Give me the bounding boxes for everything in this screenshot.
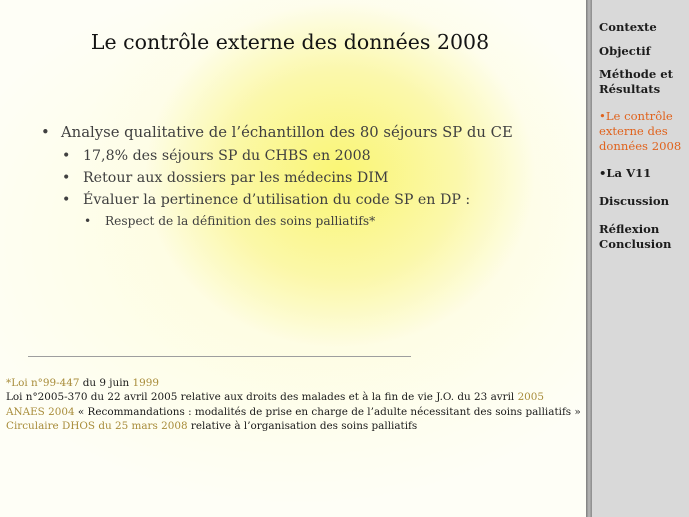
bullet-dot-icon: •	[84, 214, 92, 228]
reference-line: Circulaire DHOS du 25 mars 2008 relative à l’organisation des soins palliatifs	[6, 419, 418, 432]
navigation-menu	[599, 20, 687, 252]
menu-item-objectif[interactable]: Objectif	[599, 44, 651, 58]
bullet-text: Analyse qualitative de l’échantillon des 80 séjours SP du CE	[61, 124, 513, 141]
bullet-list	[40, 124, 580, 228]
bullet-dot-icon: •	[62, 192, 71, 208]
bullet-level2	[40, 170, 580, 186]
menu-item-controle-externe[interactable]: •Le contrôle externe des données 2008	[599, 109, 682, 153]
footnote-references	[6, 376, 584, 433]
bullet-level2	[40, 192, 580, 208]
bullet-text: Évaluer la pertinence d’utilisation du code SP en DP :	[83, 192, 471, 208]
bullet-text: Retour aux dossiers par les médecins DIM	[83, 170, 389, 186]
menu-item-discussion[interactable]: Discussion	[599, 194, 670, 208]
menu-item-reflexion-conclusion[interactable]: Réflexion Conclusion	[599, 222, 672, 251]
bullet-dot-icon: •	[41, 124, 50, 141]
reference-line: Loi n°2005-370 du 22 avril 2005 relative aux droits des malades et à la fin de vie J.O. du 23 avril 2005	[6, 391, 545, 404]
bullet-dot-icon: •	[62, 148, 71, 164]
reference-line: ANAES 2004 « Recommandations : modalités de prise en charge de l’adulte nécessitant des soins palliatifs »	[6, 405, 581, 418]
bullet-text: 17,8% des séjours SP du CHBS en 2008	[83, 148, 371, 164]
menu-item-contexte[interactable]: Contexte	[599, 20, 657, 34]
menu-item-methode-resultats[interactable]: Méthode et Résultats	[599, 67, 673, 96]
bullet-text: Respect de la définition des soins palliatifs*	[105, 214, 376, 228]
bullet-dot-icon: •	[62, 170, 71, 186]
bullet-level1	[40, 124, 580, 141]
menu-item-v11[interactable]: •La V11	[599, 166, 652, 180]
footnote-separator	[28, 356, 411, 357]
bullet-level3	[40, 214, 580, 228]
bullet-level2	[40, 148, 580, 164]
slide-title: Le contrôle externe des données 2008	[90, 30, 490, 54]
reference-line: *Loi n°99-447 du 9 juin 1999	[6, 377, 159, 389]
navigation-sidebar	[592, 0, 689, 517]
